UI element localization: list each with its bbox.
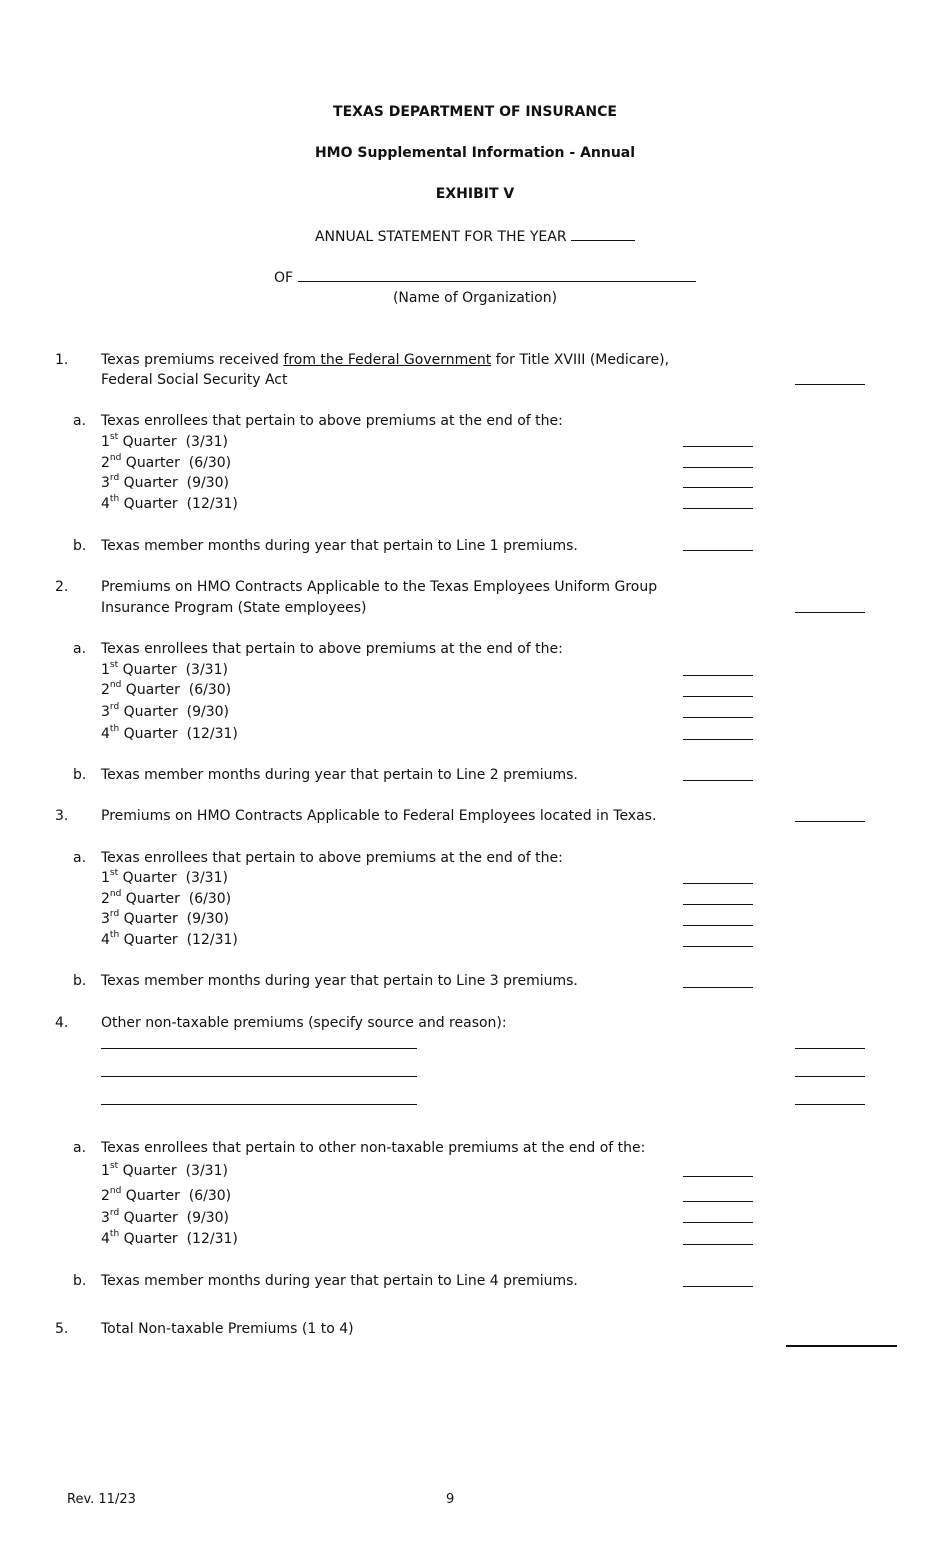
line5-text: Total Non-taxable Premiums (1 to 4)	[101, 1321, 354, 1337]
line1-text	[101, 350, 669, 370]
line1a-label: a.	[73, 413, 87, 429]
line4a-q4-field[interactable]	[683, 1244, 753, 1245]
line3a-q3-field[interactable]	[683, 925, 753, 926]
line3a-q3-label: 3rd Quarter (9/30)	[101, 909, 229, 927]
line2-number: 2.	[55, 579, 69, 595]
line2-text-line2: Insurance Program (State employees)	[101, 600, 367, 616]
line4a-q3-field[interactable]	[683, 1222, 753, 1223]
line1a-q3-label: 3rd Quarter (9/30)	[101, 473, 229, 491]
revision-label: Rev. 11/23	[67, 1492, 136, 1507]
line4b-label: b.	[73, 1273, 87, 1289]
line2a-q1-field[interactable]	[683, 675, 753, 676]
line3-text: Premiums on HMO Contracts Applicable to Federal Employees located in Texas.	[101, 808, 657, 824]
line1a-q1-label: 1st Quarter (3/31)	[101, 432, 228, 450]
line1b-label: b.	[73, 538, 87, 554]
line3a-q2-label: 2nd Quarter (6/30)	[101, 889, 232, 907]
line1a-q2-label: 2nd Quarter (6/30)	[101, 453, 232, 471]
line3b-field[interactable]	[683, 987, 753, 988]
line1b-field[interactable]	[683, 550, 753, 551]
line1a-q1-field[interactable]	[683, 446, 753, 447]
year-field[interactable]	[571, 226, 635, 241]
line5-total-field[interactable]	[786, 1345, 897, 1347]
agency-title: TEXAS DEPARTMENT OF INSURANCE	[333, 104, 617, 120]
line3b-text: Texas member months during year that pertain to Line 3 premiums.	[101, 973, 578, 989]
line4-amount-field-1[interactable]	[795, 1048, 865, 1049]
line4-amount-field-3[interactable]	[795, 1104, 865, 1105]
line4-source-field-1[interactable]	[101, 1048, 417, 1049]
line4a-q1-field[interactable]	[683, 1176, 753, 1177]
line4a-q2-label: 2nd Quarter (6/30)	[101, 1186, 232, 1204]
line3a-text: Texas enrollees that pertain to above premiums at the end of the:	[101, 850, 563, 866]
line4a-q1-label: 1st Quarter (3/31)	[101, 1161, 228, 1179]
line1-amount-field[interactable]	[795, 384, 865, 385]
line2a-q1-label: 1st Quarter (3/31)	[101, 660, 228, 678]
line4-text: Other non-taxable premiums (specify source and reason):	[101, 1015, 507, 1031]
year-label: ANNUAL STATEMENT FOR THE YEAR	[314, 229, 567, 245]
line2-amount-field[interactable]	[795, 612, 865, 613]
line1a-text: Texas enrollees that pertain to above premiums at the end of the:	[101, 413, 563, 429]
line1a-q4-field[interactable]	[683, 508, 753, 509]
line3a-q4-label: 4th Quarter (12/31)	[101, 930, 238, 948]
line1a-q3-field[interactable]	[683, 487, 753, 488]
line4a-label: a.	[73, 1140, 87, 1156]
year-line	[0, 226, 950, 247]
line1-text-line2: Federal Social Security Act	[101, 372, 288, 388]
line3a-q2-field[interactable]	[683, 904, 753, 905]
exhibit-label: EXHIBIT V	[435, 186, 515, 202]
line4a-q3-label: 3rd Quarter (9/30)	[101, 1208, 229, 1226]
line4a-text: Texas enrollees that pertain to other non-taxable premiums at the end of the:	[101, 1140, 646, 1156]
line2a-q4-field[interactable]	[683, 739, 753, 740]
line2a-q2-label: 2nd Quarter (6/30)	[101, 680, 232, 698]
line1-text-before: Texas premiums received	[101, 352, 284, 368]
line3a-q1-field[interactable]	[683, 883, 753, 884]
page-number: 9	[446, 1492, 455, 1507]
line3a-q1-label: 1st Quarter (3/31)	[101, 868, 228, 886]
organization-name-field[interactable]	[298, 267, 696, 282]
of-label: OF	[274, 270, 294, 286]
line4-source-field-2[interactable]	[101, 1076, 417, 1077]
line4b-field[interactable]	[683, 1286, 753, 1287]
line1a-q2-field[interactable]	[683, 467, 753, 468]
line2b-field[interactable]	[683, 780, 753, 781]
line2b-label: b.	[73, 767, 87, 783]
line4b-text: Texas member months during year that pertain to Line 4 premiums.	[101, 1273, 578, 1289]
form-title: HMO Supplemental Information - Annual	[314, 145, 636, 161]
line2a-q2-field[interactable]	[683, 696, 753, 697]
line3-amount-field[interactable]	[795, 821, 865, 822]
line2a-q3-field[interactable]	[683, 717, 753, 718]
org-line	[274, 267, 696, 288]
line2a-text: Texas enrollees that pertain to above premiums at the end of the:	[101, 641, 563, 657]
line4-amount-field-2[interactable]	[795, 1076, 865, 1077]
line5-number: 5.	[55, 1321, 69, 1337]
line4a-q2-field[interactable]	[683, 1201, 753, 1202]
line3a-label: a.	[73, 850, 87, 866]
line1-number: 1.	[55, 352, 69, 368]
line1a-q4-label: 4th Quarter (12/31)	[101, 494, 238, 512]
line4-source-field-3[interactable]	[101, 1104, 417, 1105]
line2a-label: a.	[73, 641, 87, 657]
line4-number: 4.	[55, 1015, 69, 1031]
line3-number: 3.	[55, 808, 69, 824]
org-caption: (Name of Organization)	[392, 290, 558, 306]
line2-text: Premiums on HMO Contracts Applicable to the Texas Employees Uniform Group	[101, 579, 658, 595]
line3b-label: b.	[73, 973, 87, 989]
line4a-q4-label: 4th Quarter (12/31)	[101, 1229, 238, 1247]
line1b-text: Texas member months during year that pertain to Line 1 premiums.	[101, 538, 578, 554]
line1-text-underlined: from the Federal Government	[283, 352, 492, 368]
line2b-text: Texas member months during year that pertain to Line 2 premiums.	[101, 767, 578, 783]
line3a-q4-field[interactable]	[683, 946, 753, 947]
line1-text-after: for Title XVIII (Medicare),	[491, 352, 670, 368]
line2a-q3-label: 3rd Quarter (9/30)	[101, 702, 229, 720]
line2a-q4-label: 4th Quarter (12/31)	[101, 724, 238, 742]
